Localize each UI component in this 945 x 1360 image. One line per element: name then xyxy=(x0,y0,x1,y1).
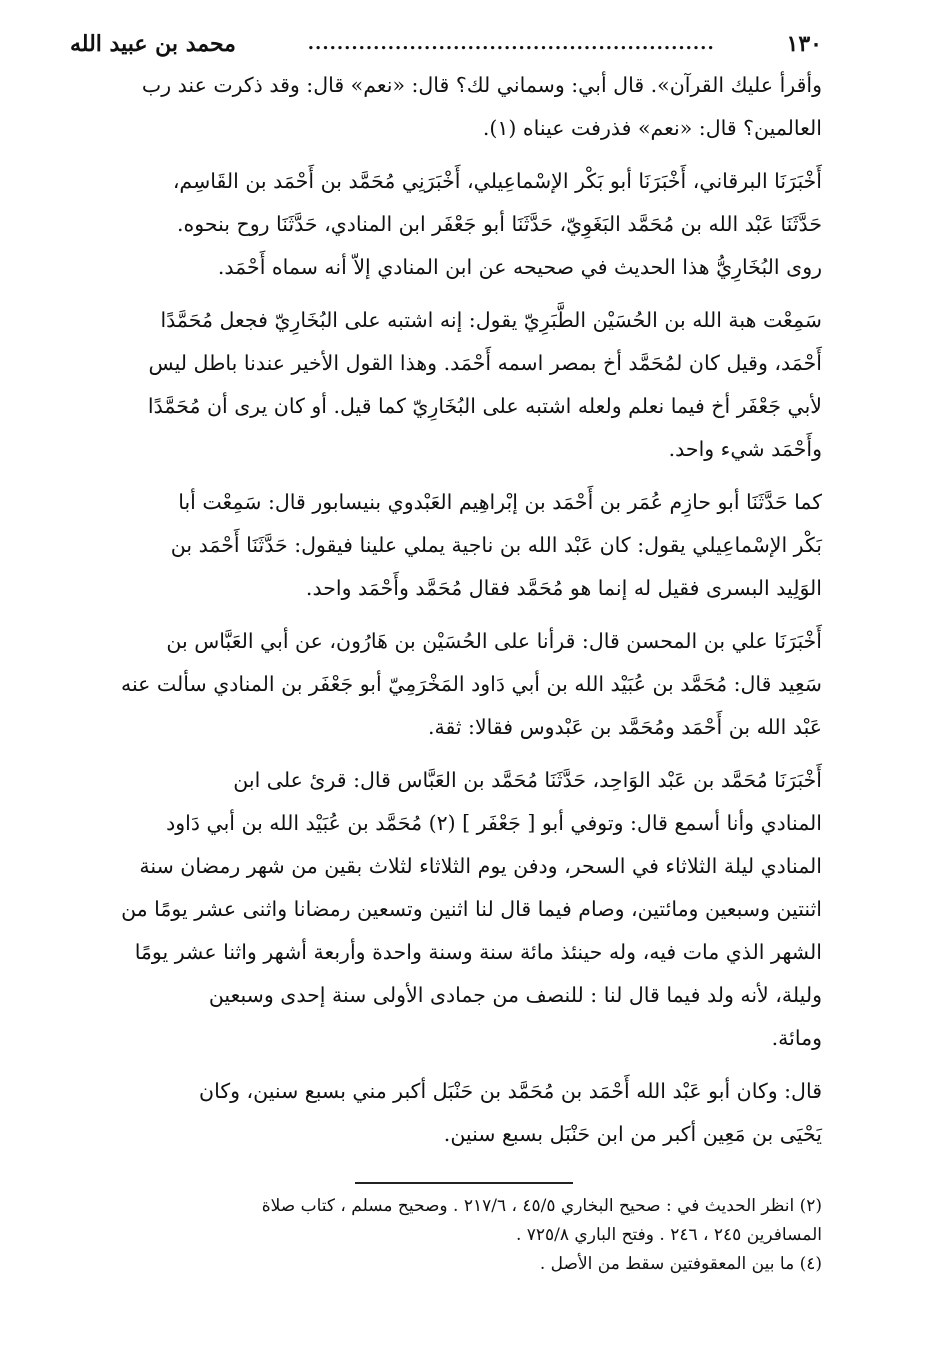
footnote-line: (٢) انظر الحديث في : صحيح البخاري ٤٥/٥ ، ٢١٧/٦ . وصحيح مسلم ، كتاب صلاة xyxy=(261,1196,822,1216)
text-line: أَخْبَرَنَا مُحَمَّد بن عَبْد الوَاحِد، حَدَّثَنَا مُحَمَّد بن العَبَّاس قال: قرئ على ابن xyxy=(233,768,822,792)
text-line: ومائة. xyxy=(771,1026,822,1050)
text-line: اثنتين وسبعين ومائتين، وصام فيما قال لنا اثنين وتسعين رمضانا واثنى عشر يومًا من xyxy=(121,897,822,921)
running-head-title: محمد بن عبيد الله xyxy=(70,31,236,57)
text-line: العالمين؟ قال: «نعم» فذرفت عيناه (١). xyxy=(482,116,822,140)
text-line: عَبْد الله بن أَحْمَد ومُحَمَّد بن عَبْدوس فقالا: ثقة. xyxy=(427,715,822,739)
footnote-line: (٤) ما بين المعقوفتين سقط من الأصل . xyxy=(539,1254,822,1274)
header-leader-dots: ........................................................ xyxy=(307,33,715,54)
paragraph xyxy=(70,759,822,1060)
text-line: روى البُخَارِيُّ هذا الحديث في صحيحه عن ابن المنادي إلاّ أنه سماه أَحْمَد. xyxy=(217,255,822,279)
body-text xyxy=(70,64,822,1156)
text-line: يَحْيَى بن مَعِين أكبر من ابن حَنْبَل بسبع سنين. xyxy=(443,1122,822,1146)
text-line: أَخْبَرَنَا البرقاني، أَخْبَرَنَا أبو بَكْر الإسْماعِيلي، أَخْبَرَنِي مُحَمَّد بن أَحْمَد بن القَاسِم، xyxy=(172,169,822,193)
text-line: أَخْبَرَنَا علي بن المحسن قال: قرأنا على الحُسَيْن بن هَارُون، عن أبي العَبَّاس بن xyxy=(166,629,822,653)
text-line: سَعِيد قال: مُحَمَّد بن عُبَيْد الله بن أبي دَاود المَخْرَمِيّ أبو جَعْفَر بن المنادي سألت عنه xyxy=(120,672,822,696)
page-number: ١٣٠ xyxy=(786,31,822,57)
footnotes xyxy=(70,1182,822,1279)
text-line: حَدَّثَنَا عَبْد الله بن مُحَمَّد البَغَوِيّ، حَدَّثَنَا أبو جَعْفَر ابن المنادي، حَدَّثَنَا روح بنحوه. xyxy=(177,212,822,236)
text-line: كما حَدَّثَنَا أبو حازِم عُمَر بن أَحْمَد بن إبْراهِيم العَبْدوي بنيسابور قال: سَمِعْت أبا xyxy=(178,490,822,514)
text-line: الشهر الذي مات فيه، وله حينئذ مائة سنة وسنة واحدة وأربعة أشهر واثنا عشر يومًا xyxy=(134,940,822,964)
text-line: وأقرأ عليك القرآن». قال أبي: وسماني لك؟ قال: «نعم» قال: وقد ذكرت عند رب xyxy=(141,73,822,97)
paragraph xyxy=(70,1070,822,1156)
text-line: سَمِعْت هبة الله بن الحُسَيْن الطَّبَرِيّ يقول: إنه اشتبه على البُخَارِيّ فجعل مُحَمَّدًا xyxy=(160,308,822,332)
text-line: المنادي ليلة الثلاثاء في السحر، ودفن يوم الثلاثاء لثلاث بقين من شهر رمضان سنة xyxy=(139,854,822,878)
text-line: بَكْر الإسْماعِيلي يقول: كان عَبْد الله بن ناجية يملي علينا فيقول: حَدَّثَنَا أَحْمَد بن xyxy=(170,533,822,557)
text-line: لأبي جَعْفَر أخ فيما نعلم ولعله اشتبه على البُخَارِيّ كما قيل. أو كان يرى أن مُحَمَّدًا xyxy=(147,394,822,418)
paragraph xyxy=(70,64,822,150)
paragraph xyxy=(70,620,822,749)
paragraph xyxy=(70,481,822,610)
text-line: قال: وكان أبو عَبْد الله أَحْمَد بن مُحَمَّد بن حَنْبَل أكبر مني بسبع سنين، وكان xyxy=(199,1079,822,1103)
running-head xyxy=(70,28,822,60)
text-line: الوَلِيد البسرى فقيل له إنما هو مُحَمَّد فقال مُحَمَّد وأَحْمَد واحد. xyxy=(305,576,822,600)
text-line: المنادي وأنا أسمع قال: وتوفي أبو [ جَعْفَر ] (٢) مُحَمَّد بن عُبَيْد الله بن أبي دَاود xyxy=(166,811,822,835)
text-line: وليلة، لأنه ولد فيما قال لنا : للنصف من جمادى الأولى سنة إحدى وسبعين xyxy=(208,983,822,1007)
text-line: أَحْمَد، وقيل كان لمُحَمَّد أخ بمصر اسمه أَحْمَد. وهذا القول الأخير عندنا باطل ليس xyxy=(148,351,822,375)
footnote-line: المسافرين ٢٤٥ ، ٢٤٦ . وفتح الباري ٧٢٥/٨ . xyxy=(515,1225,822,1245)
paragraph xyxy=(70,299,822,471)
book-page xyxy=(70,28,822,1279)
text-line: وأَحْمَد شيء واحد. xyxy=(668,437,822,461)
paragraph xyxy=(70,160,822,289)
footnote-divider xyxy=(355,1182,573,1184)
